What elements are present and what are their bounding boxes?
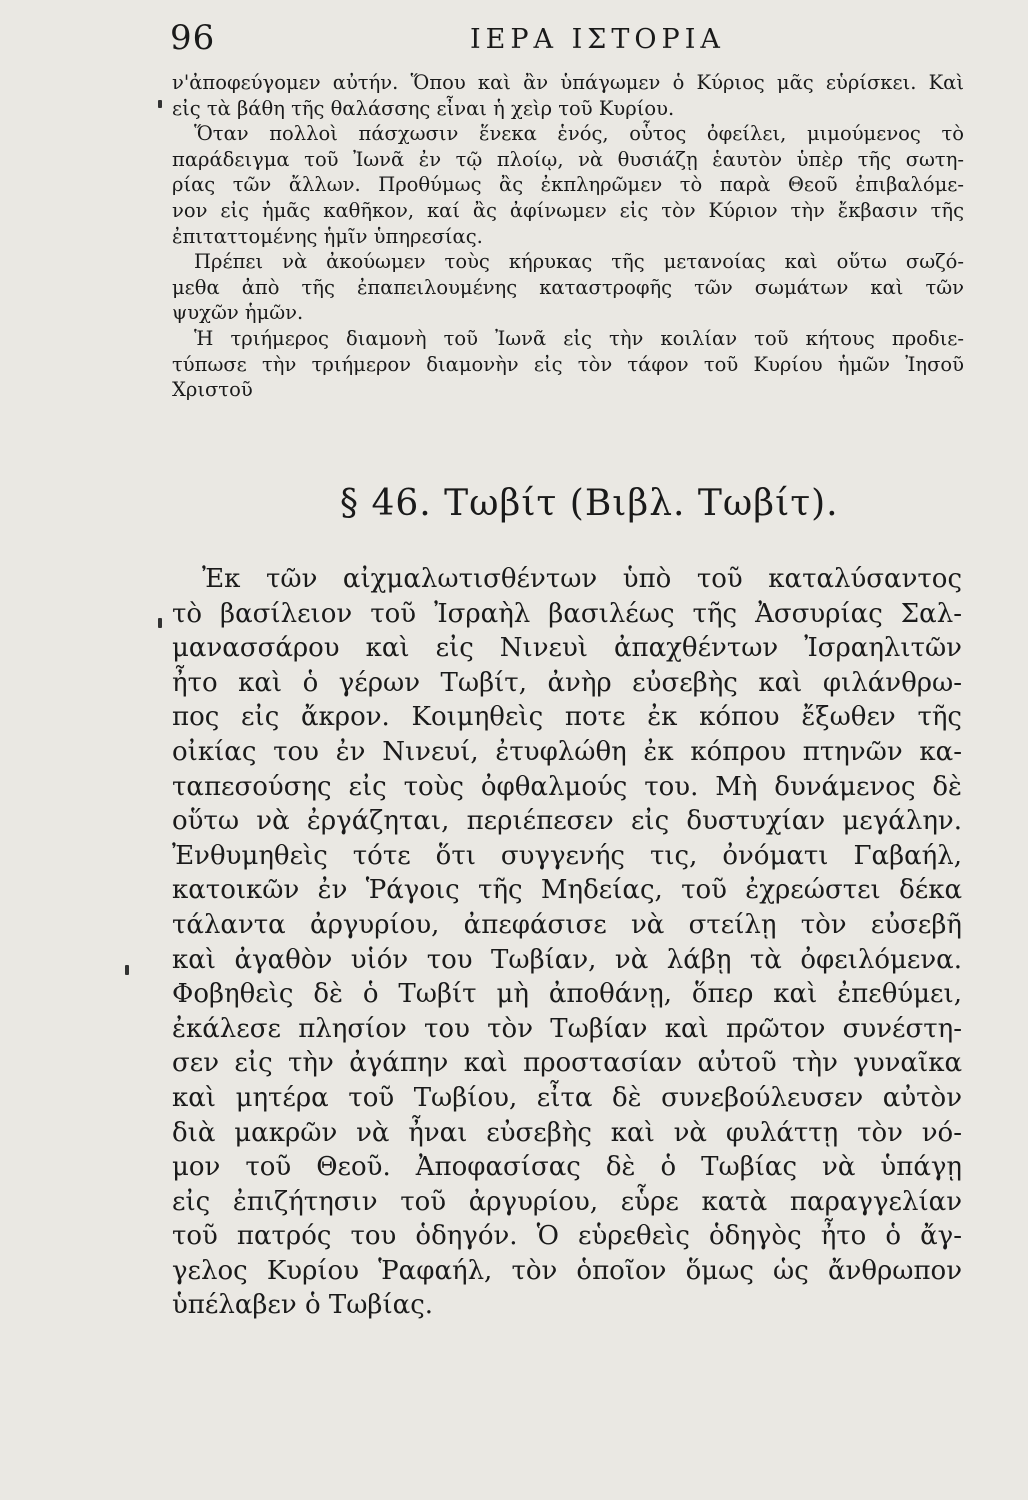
text-line: Ἐνθυμηθεὶς τότε ὅτι συγγενής τις, ὀνόματι Γαβαήλ, [172, 840, 962, 871]
running-title: ΙΕΡΑ ΙΣΤΟΡΙΑ [470, 24, 725, 55]
text-line-small: Χριστοῦ [172, 378, 253, 402]
text-line: Ἐκ τῶν αἰχμαλωτισθέντων ὑπὸ τοῦ καταλύσαντος [202, 564, 962, 594]
margin-speck [125, 965, 129, 975]
margin-speck [158, 618, 162, 628]
text-line-small: τύπωσε τὴν τριήμερον διαμονὴν εἰς τὸν τάφον τοῦ Κυρίου ἡμῶν Ἰησοῦ [172, 352, 964, 376]
text-line: καὶ μητέρα τοῦ Τωβίου, εἶτα δὲ συνεβούλευσεν αὐτὸν [172, 1082, 962, 1113]
text-line: διὰ μακρῶν νὰ ἦναι εὐσεβὴς καὶ νὰ φυλάττῃ τὸν νό- [172, 1117, 962, 1148]
small-print-paragraphs [172, 70, 964, 403]
text-line-small: ἐπιταττομένης ἡμῖν ὑπηρεσίας. [172, 224, 483, 248]
text-line-small: Ἡ τριήμερος διαμονὴ τοῦ Ἰωνᾶ εἰς τὴν κοιλίαν τοῦ κήτους προδιε- [194, 326, 964, 350]
text-line-small: Ὅταν πολλοὶ πάσχωσιν ἕνεκα ἑνός, οὗτος ὀφείλει, μιμούμενος τὸ [194, 122, 964, 146]
text-line: γελος Κυρίου Ῥαφαήλ, τὸν ὁποῖον ὅμως ὡς ἄνθρωπον [172, 1255, 962, 1286]
text-line: ταπεσούσης εἰς τοὺς ὀφθαλμούς του. Μὴ δυνάμενος δὲ [172, 771, 962, 802]
text-line: Φοβηθεὶς δὲ ὁ Τωβίτ μὴ ἀποθάνῃ, ὅπερ καὶ ἐπεθύμει, [172, 979, 962, 1010]
text-line: κατοικῶν ἐν Ῥάγοις τῆς Μηδείας, τοῦ ἐχρεώστει δέκα [172, 875, 962, 906]
text-line-small: μεθα ἀπὸ τῆς ἐπαπειλουμένης καταστροφῆς τῶν σωμάτων καὶ τῶν [172, 275, 964, 299]
text-line-small: ν'ἀποφεύγομεν αὐτήν. Ὅπου καὶ ἂν ὑπάγωμεν ὁ Κύριος μᾶς εὑρίσκει. Καὶ [172, 71, 964, 94]
text-line-small: εἰς τὰ βάθη τῆς θαλάσσης εἶναι ἡ χεὶρ τοῦ Κυρίου. [172, 96, 675, 120]
text-line-small: παράδειγμα τοῦ Ἰωνᾶ ἐν τῷ πλοίῳ, νὰ θυσιάζῃ ἑαυτὸν ὑπὲρ τῆς σωτη- [172, 147, 964, 171]
margin-speck [158, 100, 162, 108]
text-line: οἰκίας του ἐν Νινευί, ἐτυφλώθη ἐκ κόπρου πτηνῶν κα- [172, 736, 962, 767]
page-number: 96 [170, 18, 216, 58]
text-line: τάλαντα ἀργυρίου, ἀπεφάσισε νὰ στείλῃ τὸν εὐσεβῆ [172, 909, 962, 940]
text-line: εἰς ἐπιζήτησιν τοῦ ἀργυρίου, εὗρε κατὰ παραγγελίαν [172, 1186, 962, 1217]
text-line: τὸ βασίλειον τοῦ Ἰσραὴλ βασιλέως τῆς Ἀσσυρίας Σαλ- [172, 598, 962, 629]
text-line: ἐκάλεσε πλησίον του τὸν Τωβίαν καὶ πρῶτον συνέστη- [172, 1013, 962, 1044]
text-line: μανασσάρου καὶ εἰς Νινευὶ ἀπαχθέντων Ἰσραηλιτῶν [172, 633, 962, 664]
text-line: τοῦ πατρός του ὁδηγόν. Ὁ εὑρεθεὶς ὁδηγὸς ἦτο ὁ ἄγ- [172, 1221, 962, 1252]
text-line: ὑπέλαβεν ὁ Τωβίας. [172, 1290, 434, 1321]
text-line: μον τοῦ Θεοῦ. Ἀποφασίσας δὲ ὁ Τωβίας νὰ ὑπάγῃ [172, 1152, 962, 1183]
text-line: ἦτο καὶ ὁ γέρων Τωβίτ, ἀνὴρ εὐσεβὴς καὶ φιλάνθρω- [172, 667, 962, 698]
text-line: καὶ ἀγαθὸν υἱόν του Τωβίαν, νὰ λάβῃ τὰ ὀφειλόμενα. [172, 944, 962, 975]
text-line: οὕτω νὰ ἐργάζηται, περιέπεσεν εἰς δυστυχίαν μεγάλην. [172, 806, 962, 837]
text-line-small: ψυχῶν ἡμῶν. [172, 301, 304, 325]
text-line-small: ρίας τῶν ἄλλων. Προθύμως ἂς ἐκπληρῶμεν τὸ παρὰ Θεοῦ ἐπιβαλόμε- [172, 173, 964, 197]
main-paragraph [172, 562, 962, 1323]
text-line-small: Πρέπει νὰ ἀκούωμεν τοὺς κήρυκας τῆς μετανοίας καὶ οὕτω σωζό- [194, 250, 964, 274]
text-line: σεν εἰς τὴν ἀγάπην καὶ προστασίαν αὐτοῦ τὴν γυναῖκα [172, 1048, 962, 1079]
text-line: πος εἰς ἄκρον. Κοιμηθεὶς ποτε ἐκ κόπου ἔξωθεν τῆς [172, 702, 962, 733]
page-header [170, 18, 970, 62]
text-line-small: νον εἰς ἡμᾶς καθῆκον, καί ἂς ἀφίνωμεν εἰς τὸν Κύριον τὴν ἔκβασιν τῆς [172, 198, 964, 222]
section-heading: § 46. Τωβίτ (Βιβλ. Τωβίτ). [340, 483, 839, 524]
